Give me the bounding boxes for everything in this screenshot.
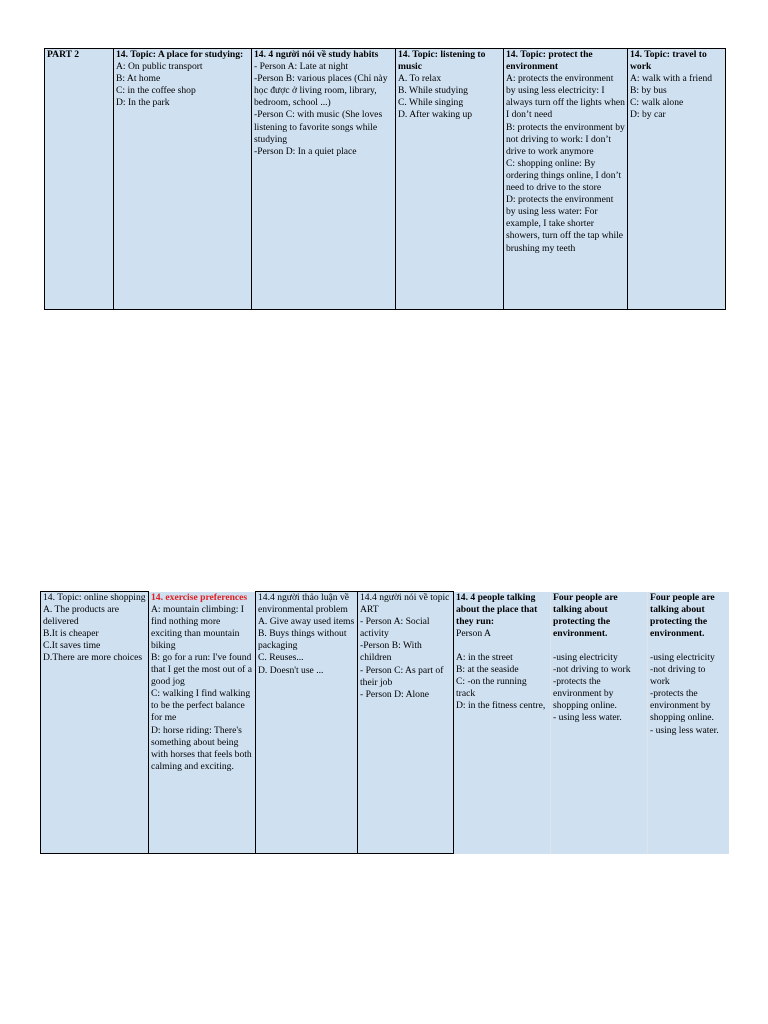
table-cell: [551, 592, 648, 854]
cell-line: -not driving to work: [553, 664, 631, 676]
cell-line: - Person C: As part of their job: [360, 664, 444, 688]
cell-heading: PART 2: [47, 49, 80, 60]
cell-line: - Person A: Late at night: [254, 61, 349, 73]
cell-line: 14.4 người thảo luận về environmental problem: [258, 592, 350, 616]
table-cell: [41, 592, 149, 854]
cell-line: -Person C: with music (She loves listening to favorite songs while studying: [254, 109, 383, 145]
table-cell: [45, 49, 114, 310]
cell-line: - using less water.: [553, 712, 622, 724]
table-cell: [149, 592, 256, 854]
cell-line: A. The products are delivered: [43, 604, 120, 628]
cell-line: [650, 640, 727, 652]
cell-line: -Person B: various places (Chỉ này học được ở living room, library, bedroom, school ...): [254, 73, 388, 109]
table-cell: [628, 49, 726, 310]
cell-line: C: shopping online: By ordering things online, I don’t need to drive to the store: [506, 157, 622, 194]
cell-line: C: walking I find walking to be the perfect balance for me: [151, 688, 251, 724]
cell-heading: 14. Topic: A place for studying:: [116, 49, 244, 60]
cell-line: 14.4 người nói về topic ART: [360, 592, 450, 616]
more-topics-table: [40, 591, 729, 854]
cell-heading: 14. 4 người nói về study habits: [254, 49, 379, 60]
cell-line: [456, 640, 548, 652]
cell-line: - Person A: Social activity: [360, 616, 430, 640]
table-row: [41, 592, 729, 854]
cell-line: D. After waking up: [398, 109, 473, 121]
cell-line: -Person B: With children: [360, 640, 422, 664]
cell-line: -using electricity: [553, 651, 618, 663]
table-cell: [504, 49, 628, 310]
cell-line: - using less water.: [650, 724, 719, 736]
table-cell: [454, 592, 551, 854]
cell-line: C: walk alone: [630, 97, 684, 109]
cell-line: B: at the seaside: [456, 664, 519, 676]
cell-heading-red: 14. exercise preferences: [151, 591, 248, 603]
cell-line: A. Give away used items: [258, 616, 355, 628]
cell-heading: 14. Topic: travel to work: [630, 49, 707, 73]
cell-line: [553, 640, 645, 652]
cell-line: D: In the park: [116, 97, 170, 109]
table-cell: [358, 592, 454, 854]
cell-line: C: in the coffee shop: [116, 85, 196, 97]
cell-line: B.It is cheaper: [43, 628, 99, 640]
cell-line: A. To relax: [398, 73, 442, 85]
cell-line: Person A: [456, 627, 491, 639]
cell-heading: Four people are talking about protecting the environment.: [650, 591, 715, 639]
cell-line: D. Doesn't use ...: [258, 664, 324, 676]
cell-line: -protects the environment by shopping online.: [650, 688, 714, 724]
cell-line: B: go for a run: I've found that I get the most out of a good jog: [151, 651, 252, 688]
cell-heading: 14. 4 people talking about the place that they run:: [456, 591, 538, 627]
table-cell: [396, 49, 504, 310]
cell-line: D.There are more choices: [43, 652, 143, 664]
cell-line: -not driving to work: [650, 664, 706, 688]
cell-line: B. While studying: [398, 85, 468, 97]
cell-line: B: by bus: [630, 85, 667, 97]
cell-line: B: protects the environment by not driving to work: I don’t drive to work anymore: [506, 121, 625, 157]
cell-line: A: in the street: [456, 651, 513, 663]
cell-line: C.It saves time: [43, 640, 101, 652]
cell-line: C. Reuses...: [258, 652, 304, 664]
cell-line: 14. Topic: online shopping: [43, 592, 146, 603]
cell-line: -protects the environment by shopping online.: [553, 676, 617, 712]
cell-line: C. While singing: [398, 97, 464, 109]
cell-line: A: protects the environment by using less electricity: I always turn off the lights when I don’t need: [506, 73, 625, 121]
table-cell: [256, 592, 358, 854]
cell-heading: 14. Topic: listening to music: [398, 49, 486, 73]
cell-line: - Person D: Alone: [360, 688, 430, 700]
table-row: [45, 49, 726, 310]
cell-line: A: walk with a friend: [630, 73, 713, 85]
cell-line: B: At home: [116, 73, 161, 85]
cell-line: D: in the fitness centre,: [456, 700, 546, 712]
cell-heading: 14. Topic: protect the environment: [506, 49, 593, 73]
cell-line: B. Buys things without packaging: [258, 628, 347, 652]
cell-line: -using electricity: [650, 651, 715, 663]
table-cell: [648, 592, 729, 854]
table-cell: [252, 49, 396, 310]
part2-topics-table: [44, 48, 726, 310]
cell-line: -Person D: In a quiet place: [254, 145, 357, 157]
table-cell: [114, 49, 252, 310]
cell-line: D: horse riding: There's something about being with horses that feels both calming and exciting.: [151, 724, 252, 772]
cell-line: A: On public transport: [116, 61, 203, 73]
cell-line: D: by car: [630, 109, 666, 121]
cell-line: D: protects the environment by using less water: For example, I take shorter showers, turn off the tap while brushing my teeth: [506, 194, 624, 254]
cell-line: C: -on the running track: [456, 676, 527, 700]
cell-line: A: mountain climbing: I find nothing more exciting than mountain biking: [151, 603, 244, 651]
cell-heading: Four people are talking about protecting the environment.: [553, 591, 618, 639]
